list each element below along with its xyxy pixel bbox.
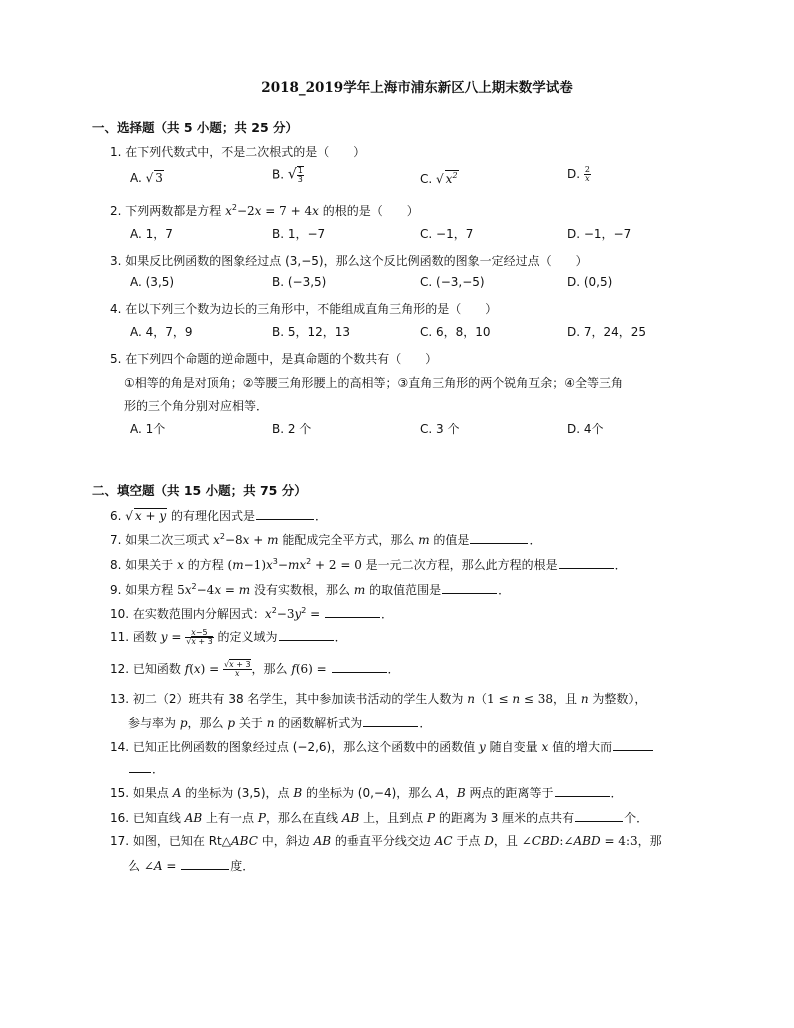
question-5-statements: ①相等的角是对顶角；②等腰三角形腰上的高相等；③直角三角形的两个锐角互余；④全等三角 — [124, 376, 624, 390]
question-7: 7. 如果二次三项式 $x^2-8x + m$ 能配成完全平方式，那么 m 的值是 ． — [110, 532, 542, 547]
q2-option-d: D. −1，−7 — [567, 227, 632, 241]
q4-option-c: C. 6，8，10 — [420, 325, 491, 339]
question-11: 11. 函数 y = $\frac{x-5}{√x + 3}$ 的定义域为 ． — [110, 628, 347, 646]
question-16: 16. 已知直线 AB 上有一点 P，那么在直线 AB 上，且到点 P 的距离为 3 厘米的点共有 个． — [110, 811, 649, 825]
q3-option-d: D. (0,5) — [567, 275, 613, 289]
question-10: 10. 在实数范围内分解因式：$x^2-3y^2$ = ． — [110, 606, 394, 621]
question-1: 1. 在下列代数式中，不是二次根式的是（ ） — [110, 145, 366, 159]
question-9: 9. 如果方程 $5x^2-4x = m$ 没有实数根，那么 m 的取值范围是 ． — [110, 582, 511, 597]
q5-option-c: C. 3 个 — [420, 422, 460, 436]
question-8: 8. 如果关于 x 的方程 $(m-1)x^3-mx^2 + 2 = 0$ 是一元二次方程，那么此方程的根是 ． — [110, 557, 627, 572]
question-17: 17. 如图，已知在 Rt△ABC 中，斜边 AB 的垂直平分线交边 AC 于点 D，且 ∠CBD:∠ABD = 4:3，那 — [110, 834, 662, 848]
section-heading-fill: 二、填空题（共 15 小题；共 75 分） — [92, 483, 307, 498]
q3-option-a: A. (3,5) — [130, 275, 175, 289]
question-15: 15. 如果点 A 的坐标为 (3,5)，点 B 的坐标为 (0,−4)，那么 A，B 两点的距离等于 ． — [110, 786, 623, 800]
q5-option-b: B. 2 个 — [272, 422, 312, 436]
question-12: 12. 已知函数 f(x) = $\frac{√x + 3}{x}$ ，那么 f(6) = ． — [110, 660, 400, 678]
question-3: 3. 如果反比例函数的图象经过点 (3,−5)，那么这个反比例函数的图象一定经过点（ ） — [110, 254, 588, 268]
q2-option-c: C. −1，7 — [420, 227, 474, 241]
q1-option-a: A. √ 3 — [130, 171, 163, 185]
question-13: 13. 初二（2）班共有 38 名学生，其中参加读书活动的学生人数为 n（1 ≤ n ≤ 38，且 n 为整数）， — [110, 692, 647, 706]
q4-option-a: A. 4，7，9 — [130, 325, 193, 339]
question-4: 4. 在以下列三个数为边长的三角形中，不能组成直角三角形的是（ ） — [110, 302, 498, 316]
page-title: 2018_2019学年上海市浦东新区八上期末数学试卷 — [261, 80, 573, 96]
q5-option-d: D. 4个 — [567, 422, 604, 436]
q3-option-b: B. (−3,5) — [272, 275, 327, 289]
q4-option-d: D. 7，24，25 — [567, 325, 647, 339]
q4-option-b: B. 5，12，13 — [272, 325, 351, 339]
question-17-cont: 么 ∠A = 度． — [128, 859, 255, 873]
question-13-cont: 参与率为 p，那么 p 关于 n 的函数解析式为 ． — [128, 716, 432, 730]
question-14-cont: ． — [128, 760, 164, 777]
q1-option-b: B. √ $\frac{1}{3}$ — [272, 166, 303, 184]
q2-option-a: A. 1，7 — [130, 227, 173, 241]
q1-option-d: D. $\frac{2}{x}$ — [567, 165, 590, 183]
section-heading-choice: 一、选择题（共 5 小题；共 25 分） — [92, 120, 299, 135]
q5-option-a: A. 1个 — [130, 422, 166, 436]
question-2: 2. 下列两数都是方程 $x^2-2x = 7 + 4x$ 的根的是（ ） — [110, 203, 419, 218]
q2-option-b: B. 1，−7 — [272, 227, 326, 241]
question-6: 6. √ x + y 的有理化因式是 ． — [110, 509, 328, 523]
question-5: 5. 在下列四个命题的逆命题中，是真命题的个数共有（ ） — [110, 352, 438, 366]
question-5-statements-cont: 形的三个角分别对应相等． — [124, 399, 269, 413]
question-14: 14. 已知正比例函数的图象经过点 (−2,6)，那么这个函数中的函数值 y 随自变量 x 值的增大而 — [110, 738, 654, 755]
q3-option-c: C. (−3,−5) — [420, 275, 485, 289]
q1-option-c: C. √ $x^2$ — [420, 171, 458, 186]
